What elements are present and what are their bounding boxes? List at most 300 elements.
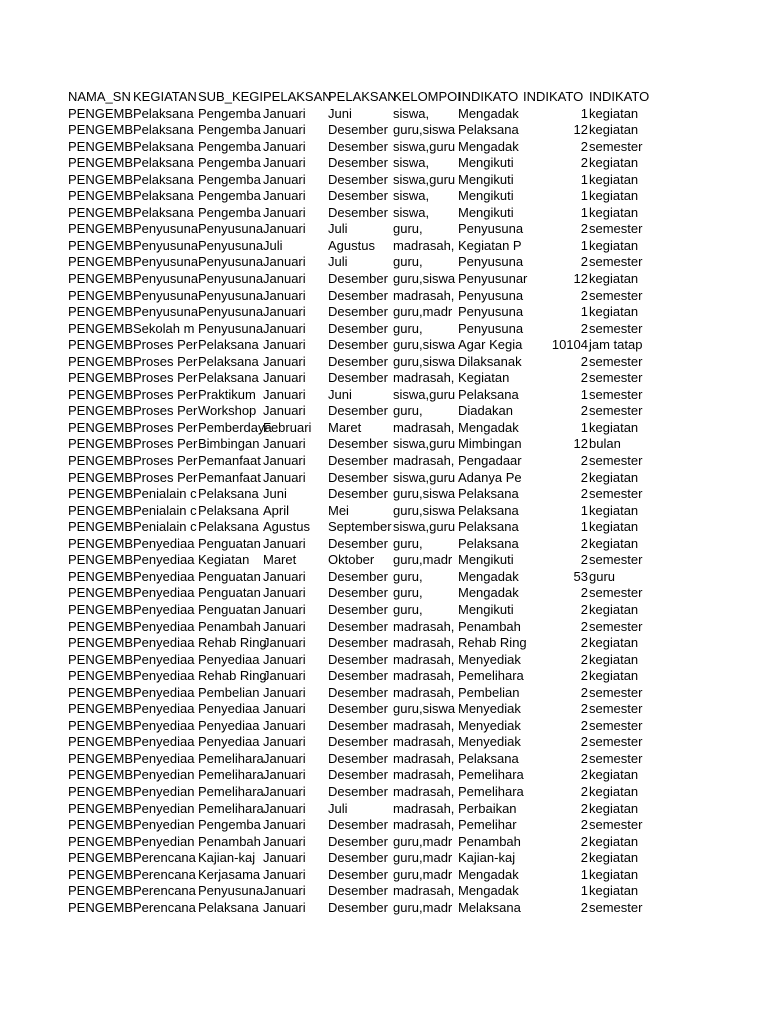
cell-pelaksanaan-selesai[interactable]: Maret: [328, 419, 362, 435]
cell-nama[interactable]: PENGEMB: [68, 717, 134, 733]
cell-indikator-satuan[interactable]: semester: [589, 320, 643, 336]
cell-pelaksanaan-selesai[interactable]: Desember: [328, 155, 388, 171]
cell-nama[interactable]: PENGEMB: [68, 502, 134, 518]
cell-kelompok[interactable]: madrasah,: [393, 453, 455, 469]
cell-nama[interactable]: PENGEMB: [68, 585, 134, 601]
cell-pelaksanaan-selesai[interactable]: Desember: [328, 899, 388, 915]
cell-indikator-satuan[interactable]: kegiatan: [589, 519, 639, 535]
cell-kelompok[interactable]: guru,madr: [393, 304, 453, 320]
header-cell-pelaksanaan-mulai[interactable]: PELAKSAN: [263, 89, 332, 104]
cell-pelaksanaan-selesai[interactable]: Desember: [328, 535, 388, 551]
cell-pelaksanaan-mulai[interactable]: Januari: [263, 684, 306, 700]
cell-indikator-uraian[interactable]: Pemelihara: [458, 767, 524, 783]
cell-indikator-nilai[interactable]: 2: [580, 403, 588, 419]
cell-indikator-satuan[interactable]: kegiatan: [589, 866, 639, 882]
cell-pelaksanaan-mulai[interactable]: Januari: [263, 618, 306, 634]
cell-sub-kegiatan[interactable]: Kerjasama: [198, 866, 261, 882]
cell-sub-kegiatan[interactable]: Penguatan: [198, 568, 261, 584]
cell-kelompok[interactable]: madrasah,: [393, 668, 455, 684]
cell-pelaksanaan-mulai[interactable]: Januari: [263, 271, 306, 287]
cell-indikator-uraian[interactable]: Mimbingan: [458, 436, 522, 452]
cell-kegiatan[interactable]: Proses Per: [133, 337, 198, 353]
cell-kegiatan[interactable]: Penyediaa: [133, 601, 195, 617]
cell-kelompok[interactable]: madrasah,: [393, 817, 455, 833]
cell-nama[interactable]: PENGEMB: [68, 122, 134, 138]
cell-kegiatan[interactable]: Penyediaa: [133, 717, 195, 733]
cell-sub-kegiatan[interactable]: Pemelihara: [198, 767, 264, 783]
cell-pelaksanaan-mulai[interactable]: Januari: [263, 188, 306, 204]
cell-nama[interactable]: PENGEMB: [68, 767, 134, 783]
cell-indikator-satuan[interactable]: kegiatan: [589, 783, 639, 799]
cell-indikator-nilai[interactable]: 1: [580, 204, 588, 220]
cell-kelompok[interactable]: guru,: [393, 601, 423, 617]
cell-sub-kegiatan[interactable]: Penambah: [198, 833, 261, 849]
cell-indikator-nilai[interactable]: 2: [580, 833, 588, 849]
cell-indikator-uraian[interactable]: Melaksana: [458, 899, 521, 915]
cell-kelompok[interactable]: madrasah,: [393, 883, 455, 899]
cell-indikator-satuan[interactable]: kegiatan: [589, 601, 639, 617]
cell-kelompok[interactable]: guru,: [393, 221, 423, 237]
cell-kelompok[interactable]: guru,siswa: [393, 353, 456, 369]
cell-indikator-uraian[interactable]: Pemelihara: [458, 783, 524, 799]
cell-nama[interactable]: PENGEMB: [68, 866, 134, 882]
cell-pelaksanaan-mulai[interactable]: Januari: [263, 105, 306, 121]
cell-pelaksanaan-mulai[interactable]: Januari: [263, 453, 306, 469]
cell-pelaksanaan-selesai[interactable]: Desember: [328, 188, 388, 204]
cell-kegiatan[interactable]: Proses Per: [133, 419, 198, 435]
cell-indikator-nilai[interactable]: 2: [580, 320, 588, 336]
cell-kelompok[interactable]: guru,madr: [393, 899, 453, 915]
cell-sub-kegiatan[interactable]: Bimbingan: [198, 436, 260, 452]
cell-kegiatan[interactable]: Pelaksana: [133, 171, 194, 187]
cell-kelompok[interactable]: guru,: [393, 254, 423, 270]
cell-indikator-uraian[interactable]: Mengadak: [458, 105, 519, 121]
cell-kegiatan[interactable]: Pelaksana: [133, 155, 194, 171]
cell-indikator-satuan[interactable]: kegiatan: [589, 155, 639, 171]
cell-indikator-uraian[interactable]: Menyediak: [458, 651, 521, 667]
cell-kelompok[interactable]: siswa,guru: [393, 519, 456, 535]
cell-indikator-nilai[interactable]: 2: [580, 370, 588, 386]
cell-indikator-nilai[interactable]: 1: [580, 883, 588, 899]
cell-indikator-uraian[interactable]: Pelaksana: [458, 750, 519, 766]
cell-kelompok[interactable]: guru,madr: [393, 866, 453, 882]
cell-indikator-uraian[interactable]: Mengikuti: [458, 601, 514, 617]
cell-nama[interactable]: PENGEMB: [68, 221, 134, 237]
cell-sub-kegiatan[interactable]: Pemanfaat: [198, 469, 261, 485]
cell-pelaksanaan-selesai[interactable]: Desember: [328, 122, 388, 138]
cell-pelaksanaan-selesai[interactable]: Desember: [328, 635, 388, 651]
cell-nama[interactable]: PENGEMB: [68, 304, 134, 320]
cell-kelompok[interactable]: guru,siswa: [393, 502, 456, 518]
cell-indikator-nilai[interactable]: 1: [580, 304, 588, 320]
cell-nama[interactable]: PENGEMB: [68, 601, 134, 617]
cell-indikator-nilai[interactable]: 12: [573, 271, 588, 287]
cell-nama[interactable]: PENGEMB: [68, 833, 134, 849]
cell-nama[interactable]: PENGEMB: [68, 535, 134, 551]
cell-indikator-satuan[interactable]: semester: [589, 717, 643, 733]
cell-pelaksanaan-mulai[interactable]: Januari: [263, 304, 306, 320]
cell-pelaksanaan-selesai[interactable]: Oktober: [328, 552, 375, 568]
cell-nama[interactable]: PENGEMB: [68, 568, 134, 584]
cell-kelompok[interactable]: guru,siswa: [393, 271, 456, 287]
cell-pelaksanaan-mulai[interactable]: Januari: [263, 221, 306, 237]
header-cell-kelompok[interactable]: KELOMPOI: [393, 89, 461, 104]
cell-indikator-uraian[interactable]: Penyusunar: [458, 271, 528, 287]
cell-sub-kegiatan[interactable]: Pelaksana: [198, 337, 259, 353]
cell-kelompok[interactable]: guru,siswa: [393, 701, 456, 717]
cell-kelompok[interactable]: siswa,guru: [393, 138, 456, 154]
cell-kelompok[interactable]: madrasah,: [393, 287, 455, 303]
cell-pelaksanaan-mulai[interactable]: Januari: [263, 866, 306, 882]
cell-kelompok[interactable]: guru,: [393, 535, 423, 551]
cell-indikator-satuan[interactable]: kegiatan: [589, 105, 639, 121]
cell-indikator-nilai[interactable]: 2: [580, 800, 588, 816]
cell-kegiatan[interactable]: Penyusuna: [133, 237, 199, 253]
cell-sub-kegiatan[interactable]: Pelaksana: [198, 519, 259, 535]
cell-indikator-satuan[interactable]: semester: [589, 618, 643, 634]
cell-sub-kegiatan[interactable]: Kegiatan: [198, 552, 250, 568]
cell-indikator-satuan[interactable]: semester: [589, 899, 643, 915]
cell-indikator-satuan[interactable]: kegiatan: [589, 668, 639, 684]
cell-sub-kegiatan[interactable]: Pengemba: [198, 138, 261, 154]
cell-sub-kegiatan[interactable]: Pemelihara: [198, 750, 264, 766]
cell-kegiatan[interactable]: Proses Per: [133, 386, 198, 402]
cell-kegiatan[interactable]: Penyedian: [133, 767, 195, 783]
cell-indikator-uraian[interactable]: Penambah: [458, 833, 521, 849]
cell-kegiatan[interactable]: Proses Per: [133, 469, 198, 485]
cell-sub-kegiatan[interactable]: Praktikum: [198, 386, 256, 402]
cell-indikator-nilai[interactable]: 2: [580, 899, 588, 915]
cell-kelompok[interactable]: madrasah,: [393, 370, 455, 386]
cell-kegiatan[interactable]: Penyedian: [133, 833, 195, 849]
cell-sub-kegiatan[interactable]: Penyusuna: [198, 320, 264, 336]
cell-pelaksanaan-selesai[interactable]: Desember: [328, 783, 388, 799]
cell-sub-kegiatan[interactable]: Pembelian: [198, 684, 260, 700]
cell-kegiatan[interactable]: Penyusuna: [133, 271, 199, 287]
cell-nama[interactable]: PENGEMB: [68, 353, 134, 369]
cell-kelompok[interactable]: siswa,: [393, 155, 430, 171]
cell-sub-kegiatan[interactable]: Rehab Ring: [198, 668, 267, 684]
cell-indikator-nilai[interactable]: 2: [580, 850, 588, 866]
cell-indikator-nilai[interactable]: 2: [580, 453, 588, 469]
cell-indikator-nilai[interactable]: 2: [580, 668, 588, 684]
cell-pelaksanaan-mulai[interactable]: Januari: [263, 833, 306, 849]
cell-indikator-satuan[interactable]: kegiatan: [589, 469, 639, 485]
cell-sub-kegiatan[interactable]: Workshop: [198, 403, 257, 419]
header-cell-pelaksanaan-selesai[interactable]: PELAKSAN: [328, 89, 397, 104]
cell-sub-kegiatan[interactable]: Penguatan: [198, 585, 261, 601]
cell-indikator-uraian[interactable]: Penyusuna: [458, 304, 524, 320]
cell-kelompok[interactable]: guru,madr: [393, 833, 453, 849]
cell-nama[interactable]: PENGEMB: [68, 800, 134, 816]
cell-nama[interactable]: PENGEMB: [68, 519, 134, 535]
cell-nama[interactable]: PENGEMB: [68, 138, 134, 154]
cell-indikator-uraian[interactable]: Mengikuti: [458, 155, 514, 171]
cell-kelompok[interactable]: guru,: [393, 320, 423, 336]
cell-indikator-nilai[interactable]: 2: [580, 817, 588, 833]
cell-pelaksanaan-mulai[interactable]: Januari: [263, 370, 306, 386]
cell-pelaksanaan-selesai[interactable]: Desember: [328, 353, 388, 369]
cell-kelompok[interactable]: madrasah,: [393, 767, 455, 783]
cell-pelaksanaan-selesai[interactable]: Desember: [328, 287, 388, 303]
cell-indikator-uraian[interactable]: Pelaksana: [458, 122, 519, 138]
cell-sub-kegiatan[interactable]: Penyusuna: [198, 304, 264, 320]
cell-indikator-uraian[interactable]: Mengikuti: [458, 204, 514, 220]
cell-sub-kegiatan[interactable]: Pengemba: [198, 155, 261, 171]
cell-sub-kegiatan[interactable]: Pengemba: [198, 171, 261, 187]
cell-pelaksanaan-selesai[interactable]: Juli: [328, 254, 348, 270]
cell-indikator-satuan[interactable]: semester: [589, 684, 643, 700]
cell-pelaksanaan-selesai[interactable]: Desember: [328, 204, 388, 220]
header-cell-indikator-satuan[interactable]: INDIKATO: [589, 89, 650, 104]
cell-indikator-uraian[interactable]: Pelaksana: [458, 502, 519, 518]
cell-kegiatan[interactable]: Penyediaa: [133, 651, 195, 667]
cell-pelaksanaan-mulai[interactable]: Januari: [263, 783, 306, 799]
cell-nama[interactable]: PENGEMB: [68, 237, 134, 253]
cell-sub-kegiatan[interactable]: Pelaksana: [198, 353, 259, 369]
cell-nama[interactable]: PENGEMB: [68, 436, 134, 452]
cell-indikator-satuan[interactable]: semester: [589, 734, 643, 750]
cell-indikator-uraian[interactable]: Pelaksana: [458, 519, 519, 535]
cell-indikator-uraian[interactable]: Mengadak: [458, 568, 519, 584]
cell-indikator-nilai[interactable]: 2: [580, 717, 588, 733]
cell-indikator-uraian[interactable]: Pemelihara: [458, 668, 524, 684]
cell-indikator-satuan[interactable]: semester: [589, 403, 643, 419]
cell-pelaksanaan-mulai[interactable]: Januari: [263, 767, 306, 783]
cell-sub-kegiatan[interactable]: Pelaksana: [198, 370, 259, 386]
cell-nama[interactable]: PENGEMB: [68, 883, 134, 899]
cell-kelompok[interactable]: madrasah,: [393, 734, 455, 750]
cell-indikator-nilai[interactable]: 2: [580, 585, 588, 601]
cell-indikator-uraian[interactable]: Agar Kegia: [458, 337, 523, 353]
cell-indikator-satuan[interactable]: kegiatan: [589, 635, 639, 651]
cell-kegiatan[interactable]: Penyediaa: [133, 668, 195, 684]
cell-nama[interactable]: PENGEMB: [68, 469, 134, 485]
cell-sub-kegiatan[interactable]: Pelaksana: [198, 486, 259, 502]
cell-pelaksanaan-selesai[interactable]: Desember: [328, 817, 388, 833]
cell-indikator-satuan[interactable]: kegiatan: [589, 767, 639, 783]
cell-pelaksanaan-mulai[interactable]: Januari: [263, 254, 306, 270]
cell-kegiatan[interactable]: Penyediaa: [133, 585, 195, 601]
cell-pelaksanaan-mulai[interactable]: Januari: [263, 436, 306, 452]
cell-indikator-satuan[interactable]: kegiatan: [589, 419, 639, 435]
cell-indikator-uraian[interactable]: Penyusuna: [458, 320, 524, 336]
cell-kegiatan[interactable]: Penyedian: [133, 817, 195, 833]
cell-pelaksanaan-selesai[interactable]: Agustus: [328, 237, 375, 253]
cell-indikator-nilai[interactable]: 2: [580, 552, 588, 568]
cell-pelaksanaan-selesai[interactable]: Desember: [328, 486, 388, 502]
cell-sub-kegiatan[interactable]: Penyusuna: [198, 271, 264, 287]
cell-sub-kegiatan[interactable]: Pemelihara: [198, 800, 264, 816]
cell-nama[interactable]: PENGEMB: [68, 271, 134, 287]
cell-pelaksanaan-mulai[interactable]: Februari: [263, 419, 312, 435]
cell-nama[interactable]: PENGEMB: [68, 651, 134, 667]
cell-indikator-satuan[interactable]: kegiatan: [589, 833, 639, 849]
cell-indikator-uraian[interactable]: Pembelian: [458, 684, 520, 700]
cell-indikator-nilai[interactable]: 1: [580, 171, 588, 187]
cell-pelaksanaan-selesai[interactable]: Desember: [328, 304, 388, 320]
cell-pelaksanaan-selesai[interactable]: Desember: [328, 568, 388, 584]
cell-pelaksanaan-mulai[interactable]: Januari: [263, 320, 306, 336]
cell-indikator-satuan[interactable]: semester: [589, 386, 643, 402]
cell-nama[interactable]: PENGEMB: [68, 618, 134, 634]
cell-indikator-uraian[interactable]: Mengadak: [458, 866, 519, 882]
cell-indikator-uraian[interactable]: Pemelihar: [458, 817, 517, 833]
cell-sub-kegiatan[interactable]: Pengemba: [198, 188, 261, 204]
cell-sub-kegiatan[interactable]: Rehab Ring: [198, 635, 267, 651]
cell-indikator-nilai[interactable]: 1: [580, 386, 588, 402]
cell-sub-kegiatan[interactable]: Penyusuna: [198, 254, 264, 270]
cell-kegiatan[interactable]: Proses Per: [133, 403, 198, 419]
cell-kelompok[interactable]: siswa,: [393, 204, 430, 220]
cell-indikator-nilai[interactable]: 2: [580, 155, 588, 171]
cell-pelaksanaan-selesai[interactable]: Desember: [328, 453, 388, 469]
cell-pelaksanaan-mulai[interactable]: Januari: [263, 899, 306, 915]
cell-kegiatan[interactable]: Proses Per: [133, 436, 198, 452]
cell-indikator-uraian[interactable]: Menyediak: [458, 717, 521, 733]
cell-sub-kegiatan[interactable]: Pengemba: [198, 204, 261, 220]
cell-pelaksanaan-selesai[interactable]: Desember: [328, 833, 388, 849]
cell-pelaksanaan-selesai[interactable]: Desember: [328, 668, 388, 684]
cell-sub-kegiatan[interactable]: Penyusuna: [198, 221, 264, 237]
cell-indikator-nilai[interactable]: 2: [580, 469, 588, 485]
cell-kegiatan[interactable]: Sekolah m: [133, 320, 195, 336]
cell-indikator-satuan[interactable]: kegiatan: [589, 304, 639, 320]
cell-nama[interactable]: PENGEMB: [68, 783, 134, 799]
cell-indikator-satuan[interactable]: kegiatan: [589, 122, 639, 138]
cell-indikator-satuan[interactable]: kegiatan: [589, 237, 639, 253]
cell-kegiatan[interactable]: Penialain c: [133, 519, 197, 535]
cell-indikator-nilai[interactable]: 12: [573, 436, 588, 452]
cell-pelaksanaan-mulai[interactable]: Juli: [263, 237, 283, 253]
cell-pelaksanaan-selesai[interactable]: Desember: [328, 618, 388, 634]
cell-indikator-nilai[interactable]: 2: [580, 618, 588, 634]
cell-indikator-nilai[interactable]: 2: [580, 287, 588, 303]
cell-kelompok[interactable]: guru,madr: [393, 850, 453, 866]
header-cell-indikator-nilai[interactable]: INDIKATO: [523, 89, 584, 104]
cell-indikator-nilai[interactable]: 2: [580, 535, 588, 551]
cell-kegiatan[interactable]: Penyediaa: [133, 635, 195, 651]
cell-pelaksanaan-selesai[interactable]: Desember: [328, 403, 388, 419]
cell-pelaksanaan-mulai[interactable]: Januari: [263, 800, 306, 816]
cell-nama[interactable]: PENGEMB: [68, 105, 134, 121]
cell-indikator-satuan[interactable]: semester: [589, 701, 643, 717]
cell-indikator-nilai[interactable]: 2: [580, 353, 588, 369]
cell-indikator-satuan[interactable]: semester: [589, 254, 643, 270]
cell-pelaksanaan-mulai[interactable]: Januari: [263, 535, 306, 551]
cell-indikator-uraian[interactable]: Mengikuti: [458, 188, 514, 204]
cell-kelompok[interactable]: siswa,: [393, 105, 430, 121]
cell-nama[interactable]: PENGEMB: [68, 386, 134, 402]
cell-pelaksanaan-mulai[interactable]: Januari: [263, 138, 306, 154]
cell-indikator-nilai[interactable]: 2: [580, 138, 588, 154]
cell-indikator-uraian[interactable]: Mengikuti: [458, 552, 514, 568]
cell-indikator-uraian[interactable]: Penambah: [458, 618, 521, 634]
cell-pelaksanaan-mulai[interactable]: April: [263, 502, 290, 518]
cell-sub-kegiatan[interactable]: Pemanfaat: [198, 453, 261, 469]
cell-pelaksanaan-mulai[interactable]: Januari: [263, 635, 306, 651]
cell-indikator-nilai[interactable]: 53: [573, 568, 588, 584]
cell-kelompok[interactable]: guru,siswa: [393, 122, 456, 138]
cell-pelaksanaan-selesai[interactable]: Desember: [328, 651, 388, 667]
cell-indikator-nilai[interactable]: 2: [580, 783, 588, 799]
cell-indikator-satuan[interactable]: semester: [589, 552, 643, 568]
cell-sub-kegiatan[interactable]: Penguatan: [198, 601, 261, 617]
cell-kelompok[interactable]: guru,: [393, 403, 423, 419]
cell-pelaksanaan-mulai[interactable]: Januari: [263, 155, 306, 171]
cell-kegiatan[interactable]: Penyedian: [133, 800, 195, 816]
cell-sub-kegiatan[interactable]: Pelaksana: [198, 899, 259, 915]
cell-pelaksanaan-selesai[interactable]: Desember: [328, 767, 388, 783]
cell-indikator-satuan[interactable]: semester: [589, 453, 643, 469]
cell-pelaksanaan-selesai[interactable]: Juni: [328, 105, 352, 121]
cell-indikator-uraian[interactable]: Mengadak: [458, 585, 519, 601]
cell-indikator-satuan[interactable]: semester: [589, 750, 643, 766]
cell-nama[interactable]: PENGEMB: [68, 635, 134, 651]
cell-nama[interactable]: PENGEMB: [68, 899, 134, 915]
cell-indikator-nilai[interactable]: 12: [573, 122, 588, 138]
cell-kegiatan[interactable]: Penyediaa: [133, 568, 195, 584]
cell-pelaksanaan-selesai[interactable]: Desember: [328, 138, 388, 154]
cell-pelaksanaan-selesai[interactable]: Juni: [328, 386, 352, 402]
cell-pelaksanaan-mulai[interactable]: Juni: [263, 486, 287, 502]
cell-sub-kegiatan[interactable]: Pelaksana: [198, 502, 259, 518]
cell-indikator-satuan[interactable]: kegiatan: [589, 883, 639, 899]
cell-pelaksanaan-mulai[interactable]: Januari: [263, 701, 306, 717]
cell-sub-kegiatan[interactable]: Penyediaa: [198, 651, 260, 667]
cell-indikator-nilai[interactable]: 2: [580, 601, 588, 617]
cell-pelaksanaan-selesai[interactable]: Desember: [328, 436, 388, 452]
cell-indikator-satuan[interactable]: kegiatan: [589, 502, 639, 518]
cell-pelaksanaan-selesai[interactable]: Desember: [328, 171, 388, 187]
cell-sub-kegiatan[interactable]: Penyediaa: [198, 701, 260, 717]
cell-kelompok[interactable]: madrasah,: [393, 717, 455, 733]
cell-pelaksanaan-mulai[interactable]: Januari: [263, 585, 306, 601]
cell-nama[interactable]: PENGEMB: [68, 204, 134, 220]
cell-nama[interactable]: PENGEMB: [68, 850, 134, 866]
cell-pelaksanaan-mulai[interactable]: Januari: [263, 651, 306, 667]
cell-nama[interactable]: PENGEMB: [68, 817, 134, 833]
cell-sub-kegiatan[interactable]: Pengemba: [198, 817, 261, 833]
cell-kegiatan[interactable]: Penyediaa: [133, 552, 195, 568]
cell-nama[interactable]: PENGEMB: [68, 171, 134, 187]
cell-indikator-satuan[interactable]: kegiatan: [589, 535, 639, 551]
cell-indikator-uraian[interactable]: Adanya Pe: [458, 469, 522, 485]
cell-indikator-satuan[interactable]: kegiatan: [589, 171, 639, 187]
cell-pelaksanaan-selesai[interactable]: Desember: [328, 734, 388, 750]
cell-pelaksanaan-selesai[interactable]: Desember: [328, 337, 388, 353]
cell-nama[interactable]: PENGEMB: [68, 486, 134, 502]
cell-kegiatan[interactable]: Penyediaa: [133, 618, 195, 634]
cell-indikator-nilai[interactable]: 1: [580, 519, 588, 535]
cell-pelaksanaan-mulai[interactable]: Januari: [263, 717, 306, 733]
cell-indikator-satuan[interactable]: bulan: [589, 436, 621, 452]
cell-kelompok[interactable]: madrasah,: [393, 618, 455, 634]
cell-kegiatan[interactable]: Penyusuna: [133, 221, 199, 237]
cell-nama[interactable]: PENGEMB: [68, 370, 134, 386]
cell-sub-kegiatan[interactable]: Penguatan: [198, 535, 261, 551]
cell-kegiatan[interactable]: Penyediaa: [133, 535, 195, 551]
cell-kelompok[interactable]: madrasah,: [393, 783, 455, 799]
cell-pelaksanaan-selesai[interactable]: Desember: [328, 585, 388, 601]
cell-indikator-nilai[interactable]: 2: [580, 767, 588, 783]
cell-nama[interactable]: PENGEMB: [68, 668, 134, 684]
cell-kegiatan[interactable]: Penyediaa: [133, 684, 195, 700]
cell-nama[interactable]: PENGEMB: [68, 188, 134, 204]
cell-nama[interactable]: PENGEMB: [68, 155, 134, 171]
cell-pelaksanaan-mulai[interactable]: Januari: [263, 817, 306, 833]
cell-kelompok[interactable]: madrasah,: [393, 800, 455, 816]
